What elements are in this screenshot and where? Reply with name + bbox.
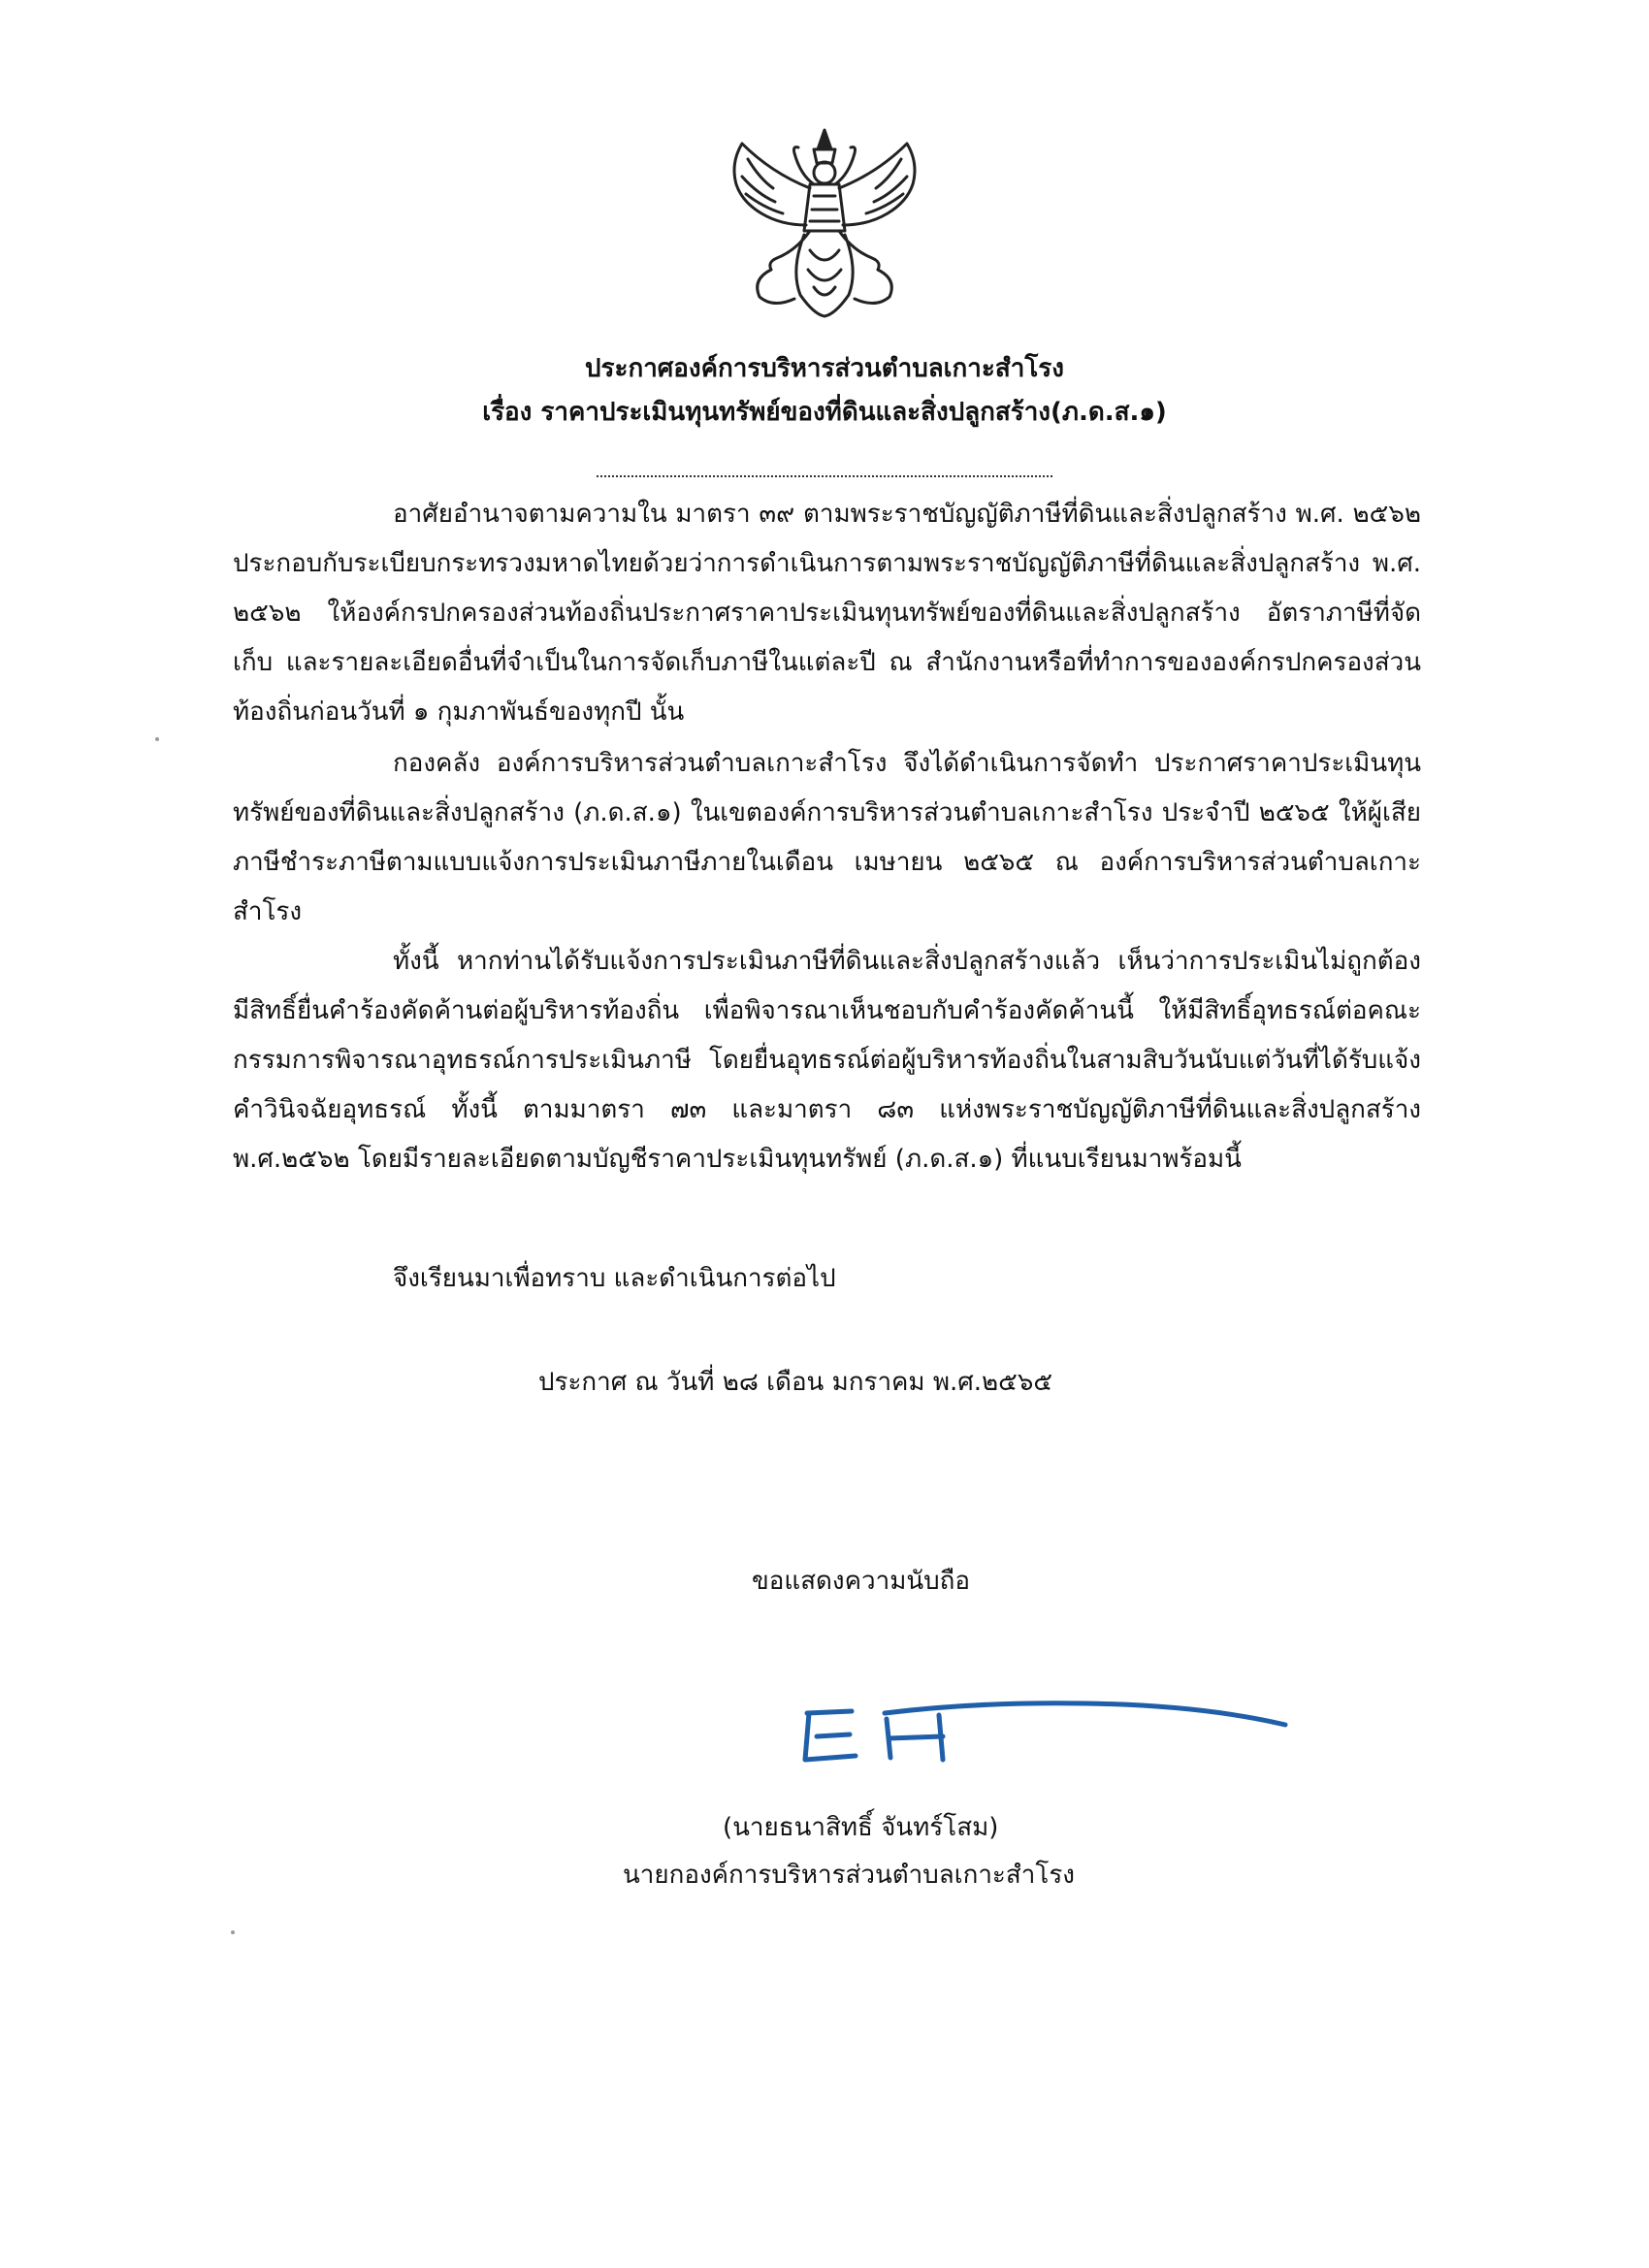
announcement-date: ประกาศ ณ วันที่ ๒๘ เดือน มกราคม พ.ศ.๒๕๖๕ bbox=[538, 1368, 1053, 1397]
scan-speck bbox=[231, 1930, 235, 1934]
signature-mark bbox=[795, 1696, 1300, 1783]
body-paragraph-3: ทั้งนี้ หากท่านได้รับแจ้งการประเมินภาษีที่ดินและสิ่งปลูกสร้างแล้ว เห็นว่าการประเมินไม่ถูกต้อง มีสิทธิ์ยื่นคำร้องคัดค้านต่อผู้บริหารท้องถิ่น เพื่อพิจารณาเห็นชอบกับคำร้องคัดค้านนี้ ให้มีสิทธิ์อุทธรณ์ต่อคณะกรรมการพิจารณาอุทธรณ์การประเมินภาษี โดยยื่นอุทธรณ์ต่อผู้บริหารท้องถิ่นในสามสิบวันนับแต่วันที่ได้รับแจ้งคำวินิจฉัยอุทธรณ์ ทั้งนี้ ตามมาตรา ๗๓ และมาตรา ๘๓ แห่งพระราชบัญญัติภาษีที่ดินและสิ่งปลูกสร้าง พ.ศ.๒๕๖๒ โดยมีรายละเอียดตามบัญชีราคาประเมินทุนทรัพย์ (ภ.ด.ส.๑) ที่แนบเรียนมาพร้อมนี้ bbox=[233, 947, 1421, 1174]
body-paragraph-2: กองคลัง องค์การบริหารส่วนตำบลเกาะสำโรง จึงได้ดำเนินการจัดทำ ประกาศราคาประเมินทุนทรัพย์ของที่ดินและสิ่งปลูกสร้าง (ภ.ด.ส.๑) ในเขตองค์การบริหารส่วนตำบลเกาะสำโรง ประจำปี ๒๕๖๕ ให้ผู้เสียภาษีชำระภาษีตามแบบแจ้งการประเมินภาษีภายในเดือน เมษายน ๒๕๖๕ ณ องค์การบริหารส่วนตำบลเกาะสำโรง bbox=[233, 749, 1421, 926]
announcement-subject: เรื่อง ราคาประเมินทุนทรัพย์ของที่ดินและสิ่งปลูกสร้าง(ภ.ด.ส.๑) bbox=[482, 398, 1167, 427]
signatory-position: นายกองค์การบริหารส่วนตำบลเกาะสำโรง bbox=[623, 1861, 1075, 1890]
scan-speck bbox=[155, 737, 159, 741]
signatory-name: (นายธนาสิทธิ์ จันทร์โสม) bbox=[723, 1813, 999, 1842]
garuda-emblem-icon bbox=[713, 124, 936, 323]
announcement-title: ประกาศองค์การบริหารส่วนตำบลเกาะสำโรง bbox=[585, 354, 1064, 383]
regards-text: ขอแสดงความนับถือ bbox=[752, 1567, 970, 1596]
body-paragraph-1: อาศัยอำนาจตามความใน มาตรา ๓๙ ตามพระราชบัญญัติภาษีที่ดินและสิ่งปลูกสร้าง พ.ศ. ๒๕๖๒ ประกอบกับระเบียบกระทรวงมหาดไทยด้วยว่าการดำเนินการตามพระราชบัญญัติภาษีที่ดินและสิ่งปลูกสร้าง พ.ศ. ๒๕๖๒ ให้องค์กรปกครองส่วนท้องถิ่นประกาศราคาประเมินทุนทรัพย์ของที่ดินและสิ่งปลูกสร้าง อัตราภาษีที่จัดเก็บ และรายละเอียดอื่นที่จำเป็นในการจัดเก็บภาษีในแต่ละปี ณ สำนักงานหรือที่ทำการขององค์กรปกครองส่วนท้องถิ่นก่อนวันที่ ๑ กุมภาพันธ์ของทุกปี นั้น bbox=[233, 500, 1421, 727]
closing-text: จึงเรียนมาเพื่อทราบ และดำเนินการต่อไป bbox=[393, 1264, 836, 1293]
dotted-separator bbox=[597, 475, 1052, 477]
